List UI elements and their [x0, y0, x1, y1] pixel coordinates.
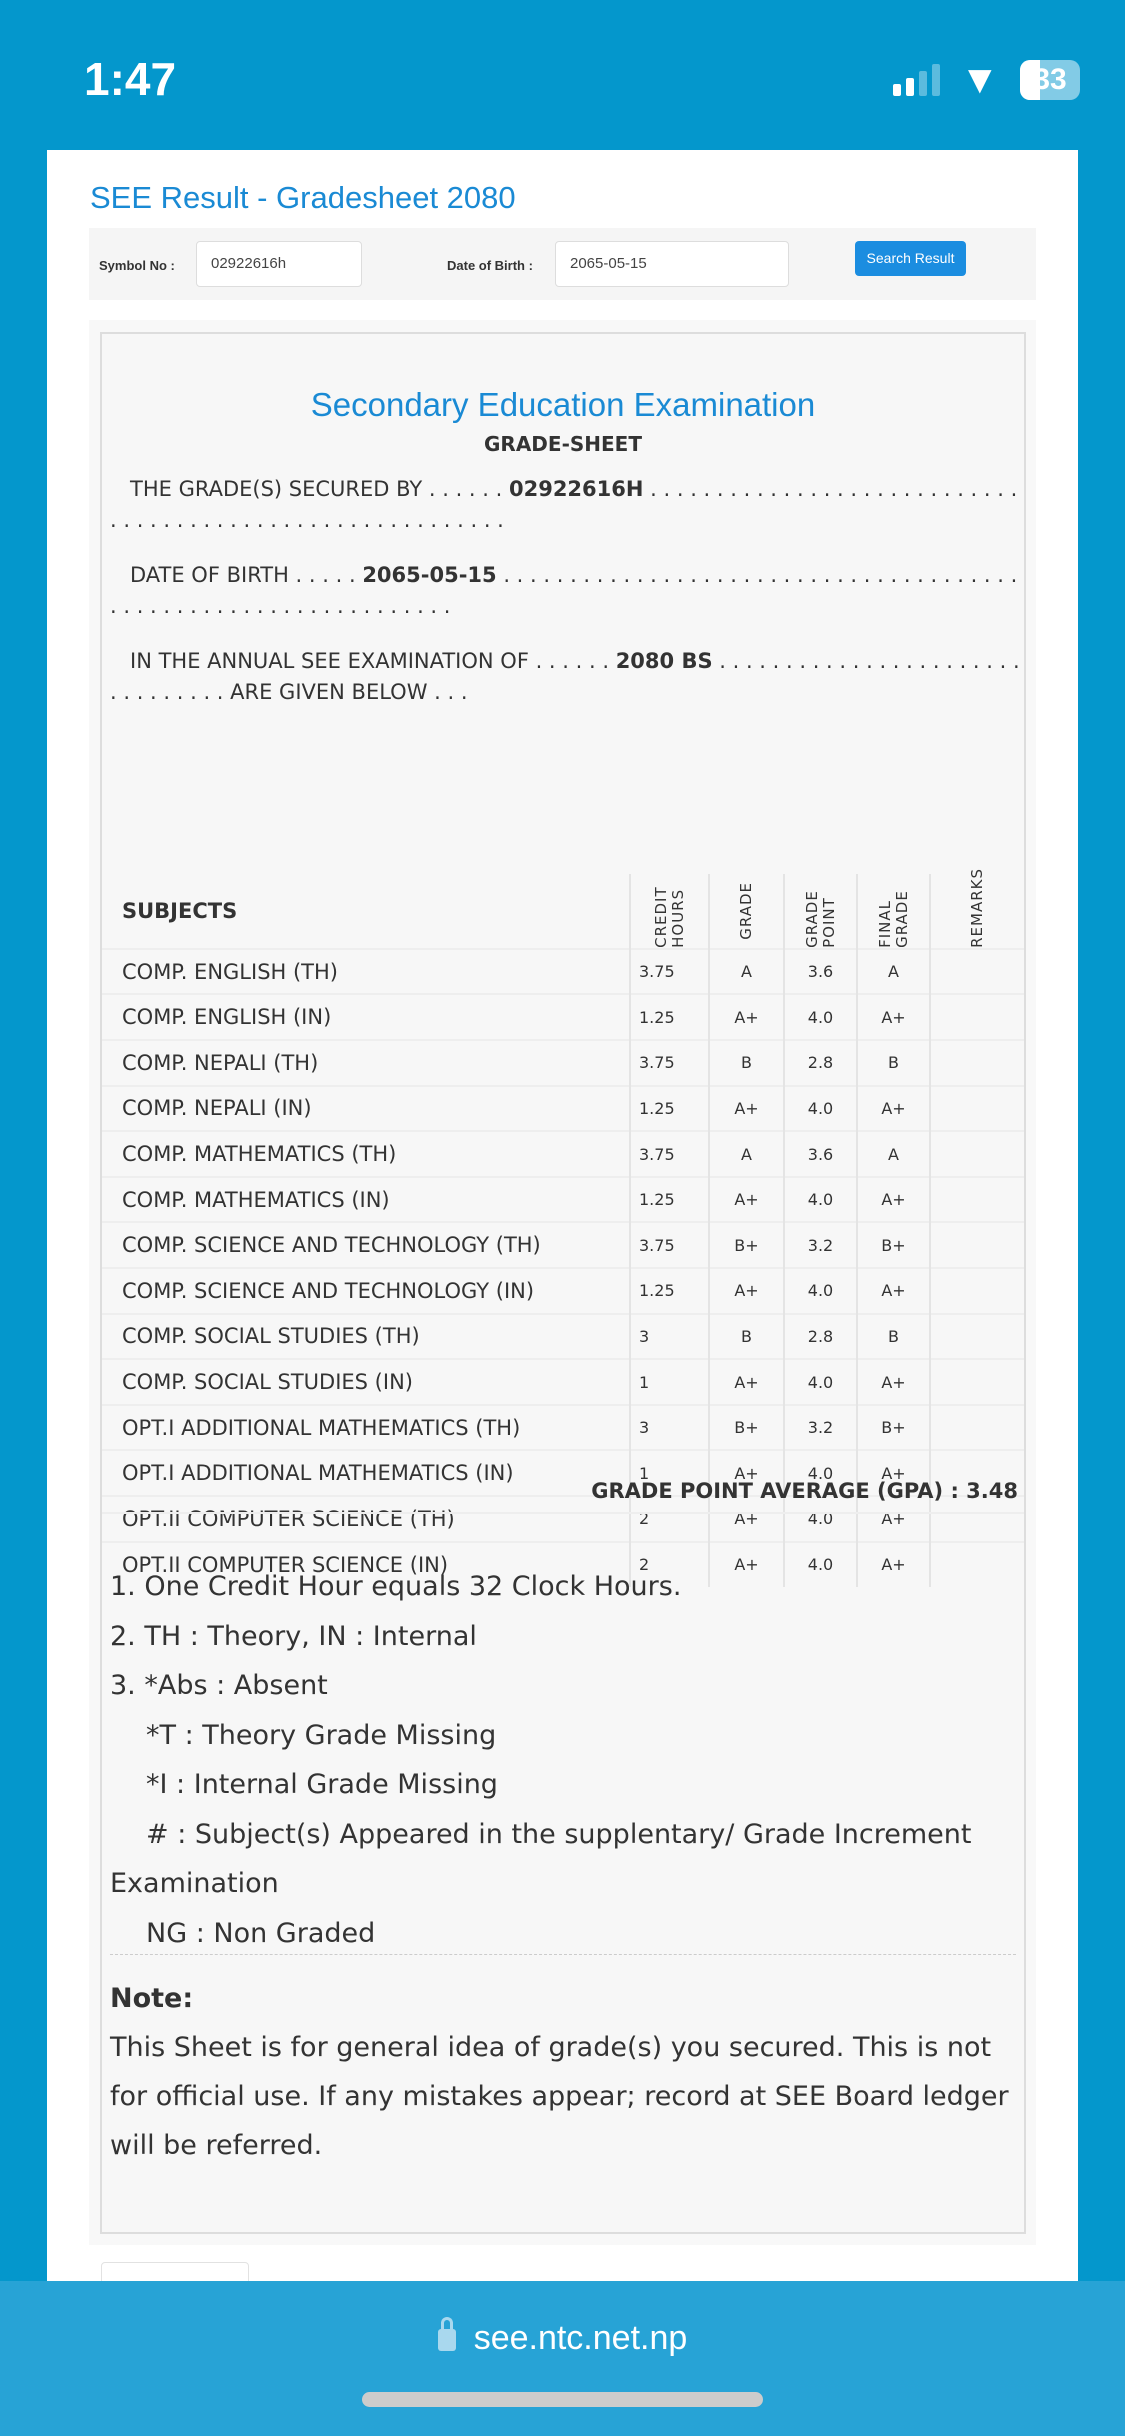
exam-year: 2080 BS — [615, 649, 713, 673]
col-final-grade: FINAL GRADE — [857, 874, 930, 949]
remarks-cell — [930, 1177, 1024, 1223]
note-text: This Sheet is for general idea of grade(s) you secured. This is not for official use. If any mistakes appear; record at SEE Board ledger will be referred. — [110, 2032, 1009, 2161]
credit-hours-cell: 3 — [630, 1314, 709, 1360]
grade-cell: B — [709, 1040, 784, 1086]
grade-cell: A+ — [709, 1177, 784, 1223]
grade-cell: B+ — [709, 1405, 784, 1451]
note-7: NG : Non Graded — [146, 1917, 376, 1949]
url-display[interactable] — [0, 2319, 1125, 2358]
final-grade-cell: B — [857, 1314, 930, 1360]
dob-label: Date of Birth : — [447, 258, 533, 273]
credit-hours-cell: 1.25 — [630, 1086, 709, 1132]
table-row — [102, 1040, 1024, 1086]
exam-heading: Secondary Education Examination — [310, 386, 816, 423]
final-grade-cell: A+ — [857, 1177, 930, 1223]
remarks-cell — [930, 1405, 1024, 1451]
col-grade: GRADE — [709, 874, 784, 949]
grade-cell: B+ — [709, 1222, 784, 1268]
table-row — [102, 1405, 1024, 1451]
gradesheet-panel — [89, 320, 1036, 2245]
col-grade-point: GRADE POINT — [784, 874, 857, 949]
final-grade-cell: A+ — [857, 1542, 930, 1588]
note-5: *I : Internal Grade Missing — [146, 1769, 498, 1800]
grade-point-cell: 3.6 — [784, 1131, 857, 1177]
table-row — [102, 1222, 1024, 1268]
divider — [102, 1512, 1024, 1514]
note-2: 2. TH : Theory, IN : Internal — [110, 1620, 477, 1652]
gradesheet — [100, 332, 1026, 2234]
grade-point-cell: 4.0 — [784, 1086, 857, 1132]
url-text: see.ntc.net.np — [473, 2319, 688, 2357]
grade-cell: A+ — [709, 994, 784, 1040]
date-of-birth: 2065-05-15 — [362, 563, 497, 587]
grade-cell: A+ — [709, 1268, 784, 1314]
final-grade-cell: B+ — [857, 1222, 930, 1268]
remarks-cell — [930, 994, 1024, 1040]
subject-cell: COMP. SOCIAL STUDIES (TH) — [102, 1314, 630, 1360]
grade-cell: B — [709, 1314, 784, 1360]
lock-icon — [438, 2329, 456, 2351]
note-title: Note: — [110, 1983, 194, 2014]
gpa: GRADE POINT AVERAGE (GPA) : 3.48 — [591, 1479, 1018, 1503]
final-grade-cell: B — [857, 1040, 930, 1086]
final-grade-cell: A — [857, 949, 930, 995]
dob-input[interactable]: 2065-05-15 — [555, 241, 789, 287]
credit-hours-cell: 1 — [630, 1359, 709, 1405]
status-time: 1:47 — [84, 53, 177, 105]
remarks-cell — [930, 1359, 1024, 1405]
grade-point-cell: 2.8 — [784, 1314, 857, 1360]
wifi-icon: ▼ — [960, 58, 1000, 102]
col-subjects: SUBJECTS — [102, 874, 630, 949]
remarks-cell — [930, 949, 1024, 995]
page-card — [47, 150, 1078, 2281]
note-3: 3. *Abs : Absent — [110, 1670, 328, 1701]
subject-cell: COMP. SOCIAL STUDIES (IN) — [102, 1359, 630, 1405]
table-row — [102, 1177, 1024, 1223]
note-4: *T : Theory Grade Missing — [146, 1719, 497, 1751]
exam-year-line — [110, 646, 1020, 708]
remarks-cell — [930, 1131, 1024, 1177]
note-6: # : Subject(s) Appeared in the supplentary/ Grade Increment Examination — [110, 1818, 972, 1899]
final-grade-cell: A+ — [857, 1359, 930, 1405]
subject-cell: COMP. MATHEMATICS (IN) — [102, 1177, 630, 1223]
grade-point-cell: 4.0 — [784, 1542, 857, 1588]
grade-cell: A+ — [709, 1086, 784, 1132]
dashed-divider — [110, 1954, 1016, 1955]
browser-address-bar[interactable] — [0, 2281, 1125, 2436]
grade-cell: A+ — [709, 1496, 784, 1542]
subject-cell: COMP. NEPALI (TH) — [102, 1040, 630, 1086]
grade-point-cell: 3.2 — [784, 1405, 857, 1451]
grade-point-cell: 4.0 — [784, 1450, 857, 1496]
home-indicator[interactable] — [362, 2392, 763, 2407]
subject-cell: OPT.I ADDITIONAL MATHEMATICS (IN) — [102, 1450, 630, 1496]
symbol-number: 02922616H — [508, 477, 644, 501]
status-bar — [0, 0, 1125, 150]
grade-cell: A+ — [709, 1359, 784, 1405]
dob-prefix: DATE OF BIRTH . . . . . — [130, 563, 363, 587]
secured-by-suffix: . . . . . . . . . . . . . . . . . . . . . . . . . . . . . . . . . . . . . . . . . . . . . . . . . . . . . . . . . . — [110, 477, 1018, 532]
final-grade-cell: A — [857, 1131, 930, 1177]
symbol-label: Symbol No : — [99, 258, 175, 273]
grade-point-cell: 4.0 — [784, 994, 857, 1040]
col-remarks: REMARKS — [968, 868, 986, 948]
grade-cell: A — [709, 949, 784, 995]
credit-hours-cell: 1.25 — [630, 994, 709, 1040]
table-row — [102, 1268, 1024, 1314]
credit-hours-cell: 3.75 — [630, 949, 709, 995]
credit-hours-cell: 2 — [630, 1496, 709, 1542]
subject-cell: COMP. MATHEMATICS (TH) — [102, 1131, 630, 1177]
subject-cell: COMP. SCIENCE AND TECHNOLOGY (IN) — [102, 1268, 630, 1314]
gradesheet-heading: GRADE-SHEET — [484, 432, 642, 456]
credit-hours-cell: 1 — [630, 1450, 709, 1496]
grade-point-cell: 3.2 — [784, 1222, 857, 1268]
subject-cell: COMP. ENGLISH (IN) — [102, 994, 630, 1040]
table-row — [102, 1359, 1024, 1405]
note-1: 1. One Credit Hour equals 32 Clock Hours. — [110, 1571, 682, 1602]
symbol-input[interactable]: 02922616h — [196, 241, 362, 287]
credit-hours-cell: 3 — [630, 1405, 709, 1451]
grade-point-cell: 4.0 — [784, 1359, 857, 1405]
grade-point-cell: 3.6 — [784, 949, 857, 995]
table-row — [102, 994, 1024, 1040]
dob-line — [110, 560, 1020, 622]
credit-hours-cell: 1.25 — [630, 1177, 709, 1223]
secured-by-prefix: THE GRADE(S) SECURED BY . . . . . . — [130, 477, 509, 501]
grade-point-cell: 4.0 — [784, 1177, 857, 1223]
subject-cell: COMP. NEPALI (IN) — [102, 1086, 630, 1132]
grade-point-cell: 2.8 — [784, 1040, 857, 1086]
grade-cell: A+ — [709, 1450, 784, 1496]
battery-icon: 33 — [1020, 60, 1080, 100]
credit-hours-cell: 3.75 — [630, 1222, 709, 1268]
credit-hours-cell: 1.25 — [630, 1268, 709, 1314]
remarks-cell — [930, 1040, 1024, 1086]
cellular-signal-icon — [893, 62, 940, 96]
final-grade-cell: A+ — [857, 1268, 930, 1314]
remarks-cell — [930, 1222, 1024, 1268]
subject-cell: OPT.II COMPUTER SCIENCE (TH) — [102, 1496, 630, 1542]
table-row — [102, 1314, 1024, 1360]
secured-by-line — [110, 474, 1020, 536]
disclaimer — [110, 1974, 1016, 2170]
remarks-cell — [930, 1268, 1024, 1314]
final-grade-cell: A+ — [857, 1450, 930, 1496]
table-header — [102, 874, 1024, 949]
grade-cell: A+ — [709, 1542, 784, 1588]
table-row — [102, 1086, 1024, 1132]
search-result-button[interactable]: Search Result — [855, 241, 966, 276]
subject-cell: COMP. ENGLISH (TH) — [102, 949, 630, 995]
grade-point-cell: 4.0 — [784, 1496, 857, 1542]
subject-cell: COMP. SCIENCE AND TECHNOLOGY (TH) — [102, 1222, 630, 1268]
remarks-cell — [930, 1086, 1024, 1132]
col-credit-hours: CREDIT HOURS — [630, 874, 709, 949]
grade-point-cell: 4.0 — [784, 1268, 857, 1314]
dob-suffix: . . . . . . . . . . . . . . . . . . . . . . . . . . . . . . . . . . . . . . . . . . . . . . . . . . . . . . . . . . . . . . . . . — [110, 563, 1018, 618]
final-grade-cell: A+ — [857, 994, 930, 1040]
legend-notes — [110, 1562, 1020, 1958]
final-grade-cell: A+ — [857, 1086, 930, 1132]
credit-hours-cell: 2 — [630, 1542, 709, 1588]
grade-cell: A — [709, 1131, 784, 1177]
search-form — [89, 228, 1036, 300]
exam-year-suffix: . . . . . . . . . . . . . . . . . . . . . . . . . . . . . . . . ARE GIVEN BELOW . . . — [110, 649, 1020, 704]
remarks-cell — [930, 1314, 1024, 1360]
table-row — [102, 949, 1024, 995]
final-grade-cell: B+ — [857, 1405, 930, 1451]
subject-cell: OPT.II COMPUTER SCIENCE (IN) — [102, 1542, 630, 1588]
exam-year-prefix: IN THE ANNUAL SEE EXAMINATION OF . . . . . . — [130, 649, 616, 673]
credit-hours-cell: 3.75 — [630, 1040, 709, 1086]
subject-cell: OPT.I ADDITIONAL MATHEMATICS (TH) — [102, 1405, 630, 1451]
final-grade-cell: A+ — [857, 1496, 930, 1542]
table-row — [102, 1131, 1024, 1177]
credit-hours-cell: 3.75 — [630, 1131, 709, 1177]
page-title: SEE Result - Gradesheet 2080 — [90, 180, 516, 215]
